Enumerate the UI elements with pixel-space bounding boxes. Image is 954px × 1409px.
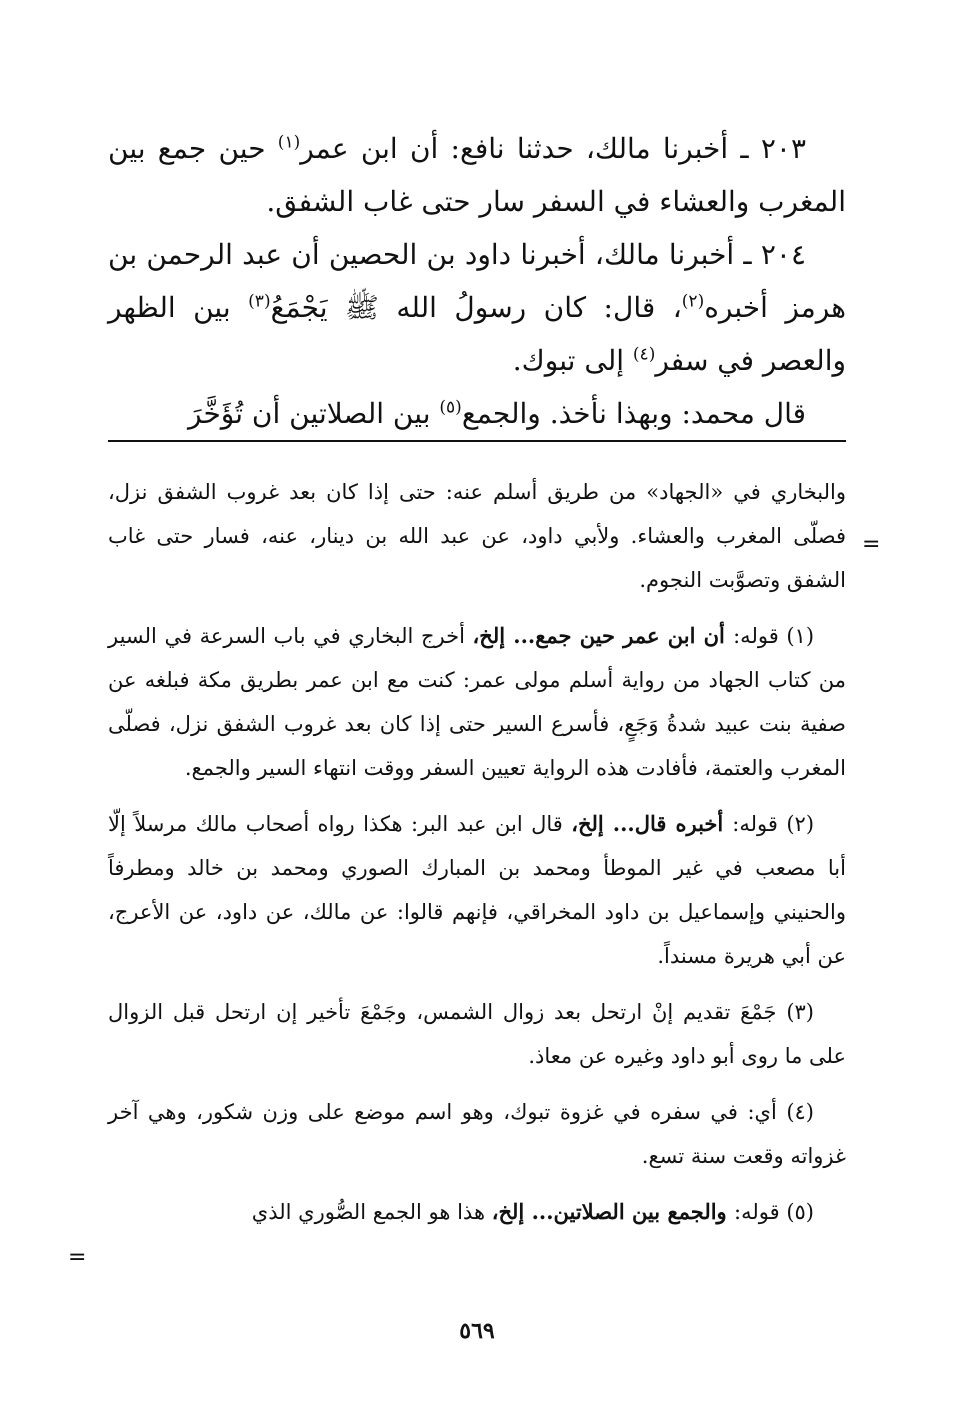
- footnote-5: (٥) قوله: والجمع بين الصلاتين... إلخ، هذا هو الجمع الصُّوري الذي: [251, 1199, 814, 1224]
- continuation-mark: =: [862, 532, 881, 557]
- footnote-4: (٤) أي: في سفره في غزوة تبوك، وهو اسم موضع على وزن شكور، وهي آخر غزواته وقعت سنة تسع.: [108, 1100, 846, 1168]
- footnote-number: (٣): [786, 1000, 814, 1024]
- footnote-2: (٢) قوله: أخبره قال... إلخ، قال ابن عبد البر: هكذا رواه أصحاب مالك مرسلاً إلّا أبا مصعب في غير الموطأ ومحمد بن المبارك الصوري ومحمد بن خالد ومطرفاً والحنيني وإسماعيل بن داود المخراقي، فإنهم قالوا: عن مالك، عن داود، عن الأعرج، عن أبي هريرة مسنداً.: [108, 811, 846, 968]
- footnote-divider: [108, 440, 846, 442]
- hadith-203: ٢٠٣ ـ أخبرنا مالك، حدثنا نافع: أن ابن عمر$^{(١)}$ حين جمع بين المغرب والعشاء في السفر سار حتى غاب الشفق.: [108, 132, 846, 218]
- footnote-number: (٥): [786, 1200, 814, 1224]
- footnote-ref: (٣): [248, 291, 271, 312]
- footnotes: [108, 470, 846, 1246]
- hadith-204: ٢٠٤ ـ أخبرنا مالك، أخبرنا داود بن الحصين أن عبد الرحمن بن هرمز أخبره$^{(٢)}$، قال: كان رسولُ الله ﷺ يَجْمَعُ$^{(٣)}$ بين الظهر والعصر في سفر$^{(٤)}$ إلى تبوك.: [108, 238, 846, 377]
- main-text: [108, 122, 846, 440]
- footnote-number: (٢): [786, 812, 815, 836]
- footnote-3: (٣) جَمْعَ تقديم إنْ ارتحل بعد زوال الشمس، وجَمْعَ تأخير إن ارتحل قبل الزوال على ما روى أبو داود وغيره عن معاذ.: [108, 1000, 846, 1068]
- page-number: ٥٦٩: [459, 1318, 495, 1344]
- footnote-ref: (٢): [681, 291, 705, 312]
- footnote-ref: (٤): [632, 344, 656, 365]
- footnote-1: (١) قوله: أن ابن عمر حين جمع... إلخ، أخرج البخاري في باب السرعة في السير من كتاب الجهاد من رواية أسلم مولى عمر: كنت مع ابن عمر بطريق مكة فبلغه عن صفية بنت عبيد شدةُ وَجَعٍ، فأسرع السير حتى إذا كان بعد غروب الشفق نزل، فصلّى المغرب والعتمة، فأفادت هذه الرواية تعيين السفر ووقت انتهاء السير والجمع.: [108, 623, 846, 780]
- footnote-number: (١): [786, 624, 815, 648]
- footnote-continuation: والبخاري في «الجهاد» من طريق أسلم عنه: حتى إذا كان بعد غروب الشفق نزل، فصلّى المغرب والعشاء. ولأبي داود، عن عبد الله بن دينار، عنه، فسار حتى غاب الشفق وتصوَّبت النجوم.: [108, 480, 846, 592]
- footnote-ref: (٥): [439, 397, 462, 418]
- hadith-number: ٢٠٣ ـ: [740, 132, 806, 165]
- muhammad-comment: قال محمد: وبهذا نأخذ. والجمع$^{(٥)}$ بين الصلاتين أن تُؤَخَّرَ: [188, 397, 806, 430]
- footnote-ref: (١): [277, 132, 301, 153]
- continuation-mark: =: [68, 1245, 87, 1270]
- hadith-number: ٢٠٤ ـ: [743, 238, 806, 271]
- footnote-number: (٤): [786, 1100, 814, 1124]
